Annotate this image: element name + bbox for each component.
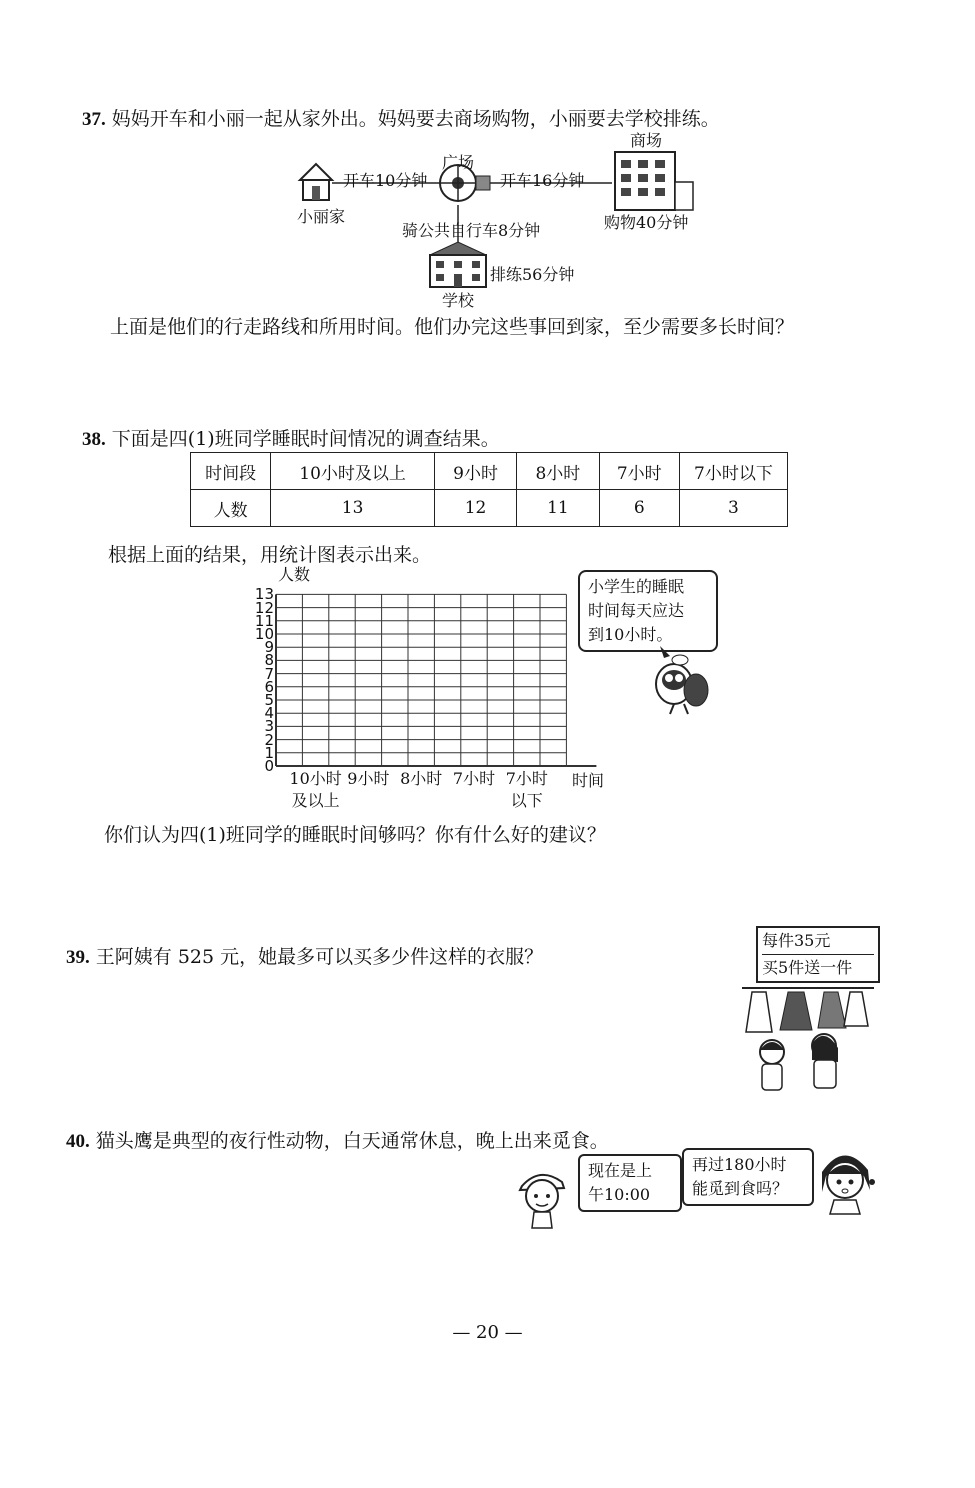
chart-xlabel: 时间 (572, 771, 605, 790)
label-shopping: 购物40分钟 (604, 213, 689, 232)
y-tick-label: 8 (264, 651, 274, 670)
table-cell: 12 (434, 490, 516, 527)
table-cell: 8小时 (517, 453, 599, 490)
bubble-line: 现在是上 (588, 1161, 653, 1180)
bubble-line: 到10小时。 (588, 625, 673, 644)
survey-table (190, 452, 788, 527)
table-cell: 10小时及以上 (271, 453, 435, 490)
y-tick-label: 9 (264, 638, 274, 657)
x-category-line1: 7小时 (505, 769, 548, 788)
table-cell: 11 (517, 490, 599, 527)
table-cell: 时间段 (191, 453, 271, 490)
q40-prompt (66, 1126, 609, 1153)
q38-instruction: 根据上面的结果，用统计图表示出来。 (108, 544, 432, 566)
q38-number: 38. (82, 429, 106, 450)
q37-number: 37. (82, 109, 106, 130)
label-square: 广场 (442, 153, 475, 172)
table-row (191, 490, 788, 527)
x-category-label (446, 768, 502, 790)
y-tick-label: 13 (254, 585, 274, 604)
boy-illustration (512, 1164, 572, 1230)
y-tick-label: 1 (264, 743, 274, 762)
x-category-label (340, 768, 396, 790)
label-rehearsal: 排练56分钟 (490, 265, 575, 284)
y-tick-label: 6 (264, 677, 274, 696)
promo-line: 买5件送一件 (762, 958, 853, 977)
table-cell: 9小时 (434, 453, 516, 490)
chart-ylabel: 人数 (278, 565, 311, 584)
page-number: — 20 — (452, 1322, 523, 1343)
q38-question: 你们认为四(1)班同学的睡眠时间够吗？你有什么好的建议？ (104, 824, 606, 846)
label-leg2: 开车16分钟 (500, 171, 585, 190)
label-mall: 商场 (630, 131, 663, 150)
x-category-line2: 及以上 (291, 791, 340, 810)
bubble-line: 再过180小时 (692, 1155, 787, 1174)
table-cell: 6 (599, 490, 679, 527)
bee-illustration (640, 642, 720, 722)
school-icon (430, 242, 486, 287)
girl-illustration (810, 1142, 882, 1216)
bar-chart[interactable] (240, 570, 620, 780)
bee-speech-bubble (578, 570, 718, 652)
q39-text: 王阿姨有 525 元，她最多可以买多少件这样的衣服？ (95, 946, 544, 968)
y-tick-label: 0 (264, 757, 274, 775)
q40-number: 40. (66, 1131, 90, 1152)
table-cell: 13 (271, 490, 435, 527)
y-tick-label: 10 (254, 625, 274, 643)
x-category-line1: 9小时 (347, 769, 390, 788)
x-category-label (288, 768, 344, 812)
y-tick-label: 11 (254, 611, 274, 630)
table-cell: 3 (679, 490, 787, 527)
y-tick-label: 3 (264, 717, 274, 736)
y-tick-label: 12 (254, 598, 274, 617)
price-line: 每件35元 (762, 928, 874, 955)
table-cell: 7小时以下 (679, 453, 787, 490)
y-tick-label: 2 (264, 730, 274, 749)
q39-prompt (66, 942, 543, 969)
q39-number: 39. (66, 947, 90, 968)
y-tick-label: 7 (264, 664, 274, 683)
bubble-line: 时间每天应达 (588, 601, 685, 620)
label-home: 小丽家 (297, 207, 346, 226)
y-tick-label: 5 (264, 691, 274, 709)
table-cell: 人数 (191, 490, 271, 527)
q38-prompt (82, 424, 500, 451)
q37-text: 妈妈开车和小丽一起从家外出。妈妈要去商场购物，小丽要去学校排练。 (111, 108, 720, 130)
x-category-line1: 7小时 (452, 769, 496, 788)
bubble-line: 午10:00 (588, 1185, 651, 1204)
x-category-line1: 10小时 (289, 769, 342, 788)
house-icon (300, 164, 332, 200)
girl-speech-bubble (682, 1148, 814, 1206)
bubble-line: 小学生的睡眠 (588, 577, 685, 596)
x-category-line2: 以下 (510, 791, 543, 810)
q40-text: 猫头鹰是典型的夜行性动物，白天通常休息，晚上出来觅食。 (95, 1130, 609, 1152)
q37-prompt (82, 104, 720, 131)
q37-question: 上面是他们的行走路线和所用时间。他们办完这些事回到家，至少需要多长时间？ (110, 316, 795, 338)
bubble-line: 能觅到食吗？ (692, 1179, 789, 1198)
x-category-label (393, 768, 449, 790)
table-header-row (191, 453, 788, 490)
label-school: 学校 (442, 291, 475, 310)
y-tick-label: 4 (264, 704, 274, 723)
x-category-line1: 8小时 (400, 769, 443, 788)
mall-icon (615, 152, 693, 210)
table-cell: 7小时 (599, 453, 679, 490)
label-leg1: 开车10分钟 (343, 171, 428, 190)
price-sign (756, 926, 880, 983)
q38-text: 下面是四(1)班同学睡眠时间情况的调查结果。 (111, 428, 500, 450)
boy-speech-bubble (578, 1154, 682, 1212)
clothes-shop-illustration (738, 982, 878, 1096)
x-category-label (499, 768, 555, 812)
label-leg3: 骑公共自行车8分钟 (402, 221, 541, 240)
